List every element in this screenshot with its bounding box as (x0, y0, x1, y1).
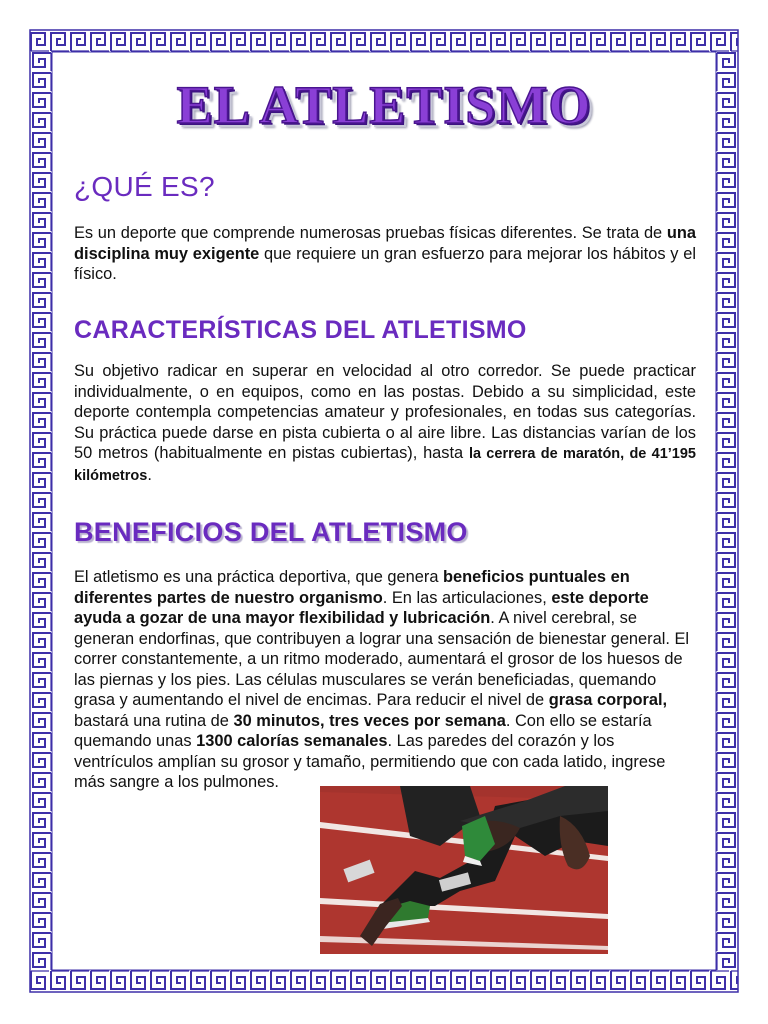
paragraph-que-es: Es un deporte que comprende numerosas pruebas físicas diferentes. Se trata de una disciplina muy exigente que requiere un gran esfuerzo para mejorar los hábitos y el físico. (74, 224, 696, 283)
paragraph-beneficios: El atletismo es una práctica deportiva, que genera beneficios puntuales en diferentes partes de nuestro organismo. En las articulaciones, este deporte ayuda a gozar de una mayor flexibilidad y lubricación. A nivel cerebral, se generan endorfinas, que contribuyen a lograr una sensación de bienestar general. El correr constantemente, a un ritmo moderado, aumentará el grosor de los huesos de las piernas y los pies. Las células musculares se verán beneficiadas, quemando grasa y aumentando el nivel de encimas. Para reducir el nivel de grasa corporal, bastará una rutina de 30 minutos, tres veces por semana. Con ello se estaría quemando unas 1300 calorías semanales. Las paredes del corazón y los ventrículos amplían su grosor y tamaño, permitiendo que con cada latido, ingrese más sangre a los pulmones. (74, 568, 690, 791)
heading-que-es: ¿QUÉ ES? (74, 171, 215, 202)
heading-caracteristicas: CARACTERÍSTICAS DEL ATLETISMO (74, 316, 527, 344)
paragraph-caracteristicas: Su objetivo radicar en superar en velocidad al otro corredor. Se puede practicar individualmente, o en equipos, como en las postas. Debido a su simplicidad, este deporte contempla competencias amateur y profesionales, en todas sus categorías. Su práctica puede darse en pista cubierta o al aire libre. Las distancias varían de los 50 metros (habitualmente en pistas cubiertas), hasta la cerrera de maratón, de 41’195 kilómetros. (74, 362, 696, 484)
sprinter-photo (320, 786, 608, 954)
page-title: EL ATLETISMO (176, 75, 592, 135)
heading-beneficios: BENEFICIOS DEL ATLETISMO (74, 517, 468, 547)
